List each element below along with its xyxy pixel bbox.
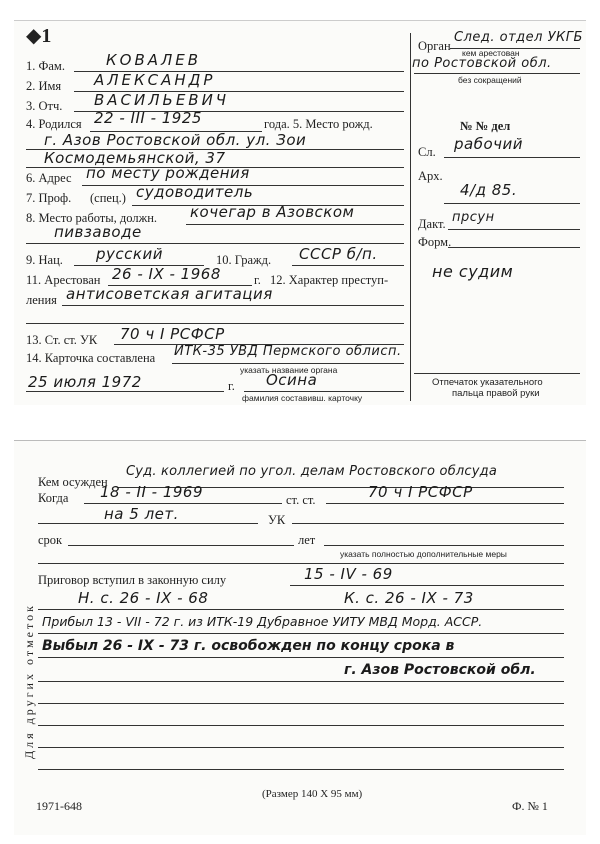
value-departed: Выбыл 26 - IX - 73 г. освобожден по концу срока в <box>42 638 455 654</box>
underline <box>292 265 404 266</box>
label-profession-spec: (спец.) <box>90 191 126 205</box>
label-fingerprint: Отпечаток указательного <box>432 377 543 388</box>
label-profession: 7. Проф. <box>26 191 72 205</box>
underline <box>448 247 580 248</box>
value-charge: антисоветская агитация <box>66 285 273 303</box>
value-patronymic: ВАСИЛЬЕВИЧ <box>94 91 230 109</box>
value-departed-2: г. Азов Ростовской обл. <box>344 662 536 678</box>
blank-line <box>38 703 564 704</box>
underline <box>450 48 580 49</box>
label-surname: 1. Фам. <box>26 59 65 73</box>
label-when: Когда <box>38 491 69 505</box>
value-articles: 70 ч I РСФСР <box>368 483 473 501</box>
label-years: лет <box>298 533 316 547</box>
underline <box>38 563 564 564</box>
underline <box>38 681 564 682</box>
form-number: Ф. № 1 <box>512 799 548 813</box>
value-citizenship: СССР б/п. <box>299 245 378 263</box>
underline <box>444 203 580 204</box>
label-articles: ст. ст. <box>286 493 316 507</box>
underline <box>292 523 564 524</box>
blank-line <box>38 747 564 748</box>
label-fingerprint-2: пальца правой руки <box>452 388 540 399</box>
value-surname: КОВАЛЕВ <box>106 51 202 69</box>
value-article: 70 ч I РСФСР <box>120 325 225 343</box>
label-convicted-by: Кем осужден <box>38 475 108 489</box>
underline <box>68 545 294 546</box>
underline <box>38 609 564 610</box>
underline <box>326 503 564 504</box>
label-arch: Арх. <box>418 169 443 183</box>
label-organ: Орган <box>418 39 451 53</box>
side-label: Для других отметок <box>22 603 36 759</box>
label-in-force: Приговор вступил в законную силу <box>38 573 227 587</box>
underline <box>444 157 580 158</box>
value-address: по месту рождения <box>86 164 250 182</box>
corner-mark: ◆1 <box>26 25 52 47</box>
underline <box>62 305 404 306</box>
value-arrested-date: 26 - IX - 1968 <box>112 265 221 283</box>
underline <box>448 229 580 230</box>
value-term-start: Н. с. 26 - IX - 68 <box>78 589 209 607</box>
value-arch: 4/д 85. <box>460 181 518 199</box>
label-birthplace: года. 5. Место рожд. <box>264 117 373 131</box>
value-compiled-by: ИТК-35 УВД Пермского облисп. <box>174 344 402 359</box>
value-organ-2: по Ростовской обл. <box>412 56 552 71</box>
label-arrested: 11. Арестован <box>26 273 101 287</box>
card-size: (Размер 140 Х 95 мм) <box>262 788 363 800</box>
hint-no-abbrev: без сокращений <box>458 75 522 85</box>
underline <box>26 243 404 244</box>
label-compiled: 14. Карточка составлена <box>26 351 156 365</box>
value-when: 18 - II - 1969 <box>100 483 204 501</box>
value-compiled-date: 25 июля 1972 <box>28 373 142 391</box>
label-patronymic: 3. Отч. <box>26 99 63 113</box>
label-charge: 12. Характер преступ- <box>270 273 389 287</box>
label-nationality: 9. Нац. <box>26 253 63 267</box>
blank-line <box>38 769 564 770</box>
value-dakt: прсун <box>452 210 495 225</box>
label-uk: УК <box>268 513 286 527</box>
label-charge-cont: ления <box>26 293 57 307</box>
underline <box>38 657 564 658</box>
label-arrested-suffix: г. <box>254 273 261 287</box>
underline <box>324 545 564 546</box>
column-divider <box>410 33 411 401</box>
value-birthplace-2: Космодемьянской, 37 <box>44 149 226 167</box>
underline <box>414 73 580 74</box>
label-workplace: 8. Место работы, должн. <box>26 211 158 225</box>
label-dakt: Дакт. <box>418 217 446 231</box>
underline <box>26 323 404 324</box>
underline <box>84 503 282 504</box>
underline <box>38 633 564 634</box>
value-in-force: 15 - IV - 69 <box>304 565 393 583</box>
label-address: 6. Адрес <box>26 171 72 185</box>
hint-organ: указать название органа <box>240 365 338 375</box>
value-arrived: Прибыл 13 - VII - 72 г. из ИТК-19 Дубравное УИТУ МВД Морд. АССР. <box>42 614 483 629</box>
label-article: 13. Ст. ст. УК <box>26 333 98 347</box>
label-term: срок <box>38 533 63 547</box>
label-citizenship: 10. Гражд. <box>216 253 272 267</box>
label-case-numbers: № № дел <box>460 119 511 133</box>
value-term: на 5 лет. <box>104 505 179 523</box>
value-nationality: русский <box>96 245 163 263</box>
value-term-end: К. с. 26 - IX - 73 <box>344 589 474 607</box>
hint-organ-top: кем арестован <box>462 48 520 58</box>
hint-measures: указать полностью дополнительные меры <box>340 549 507 559</box>
registration-card-front <box>14 20 586 405</box>
underline <box>290 585 564 586</box>
value-convicted-by: Суд. коллегией по угол. делам Ростовского облсуда <box>126 464 498 479</box>
value-organ-1: След. отдел УКГБ <box>454 30 583 45</box>
corner-number: 1 <box>41 25 52 47</box>
label-sl: Сл. <box>418 145 436 159</box>
value-workplace-2: пивзаводе <box>54 223 142 241</box>
value-name: АЛЕКСАНДР <box>94 71 216 89</box>
underline <box>38 523 258 524</box>
label-date-suffix: г. <box>228 379 235 393</box>
registration-card-back <box>14 440 586 835</box>
value-note: не судим <box>432 262 514 281</box>
underline <box>26 391 224 392</box>
label-form: Форм. <box>418 235 452 249</box>
value-sl: рабочий <box>454 135 524 153</box>
underline <box>172 363 404 364</box>
blank-line <box>38 725 564 726</box>
value-birthplace-1: г. Азов Ростовской обл. ул. Зои <box>44 131 307 149</box>
underline <box>244 391 404 392</box>
hint-compiler: фамилия составивш. карточку <box>242 393 363 403</box>
value-workplace-1: кочегар в Азовском <box>190 203 355 221</box>
card-code: 1971-648 <box>36 799 82 813</box>
underline <box>186 224 404 225</box>
value-born-date: 22 - III - 1925 <box>94 109 202 127</box>
value-compiler: Осина <box>266 371 318 389</box>
label-born: 4. Родился <box>26 117 82 131</box>
underline <box>414 373 580 374</box>
label-name: 2. Имя <box>26 79 62 93</box>
value-profession: судоводитель <box>136 183 254 201</box>
